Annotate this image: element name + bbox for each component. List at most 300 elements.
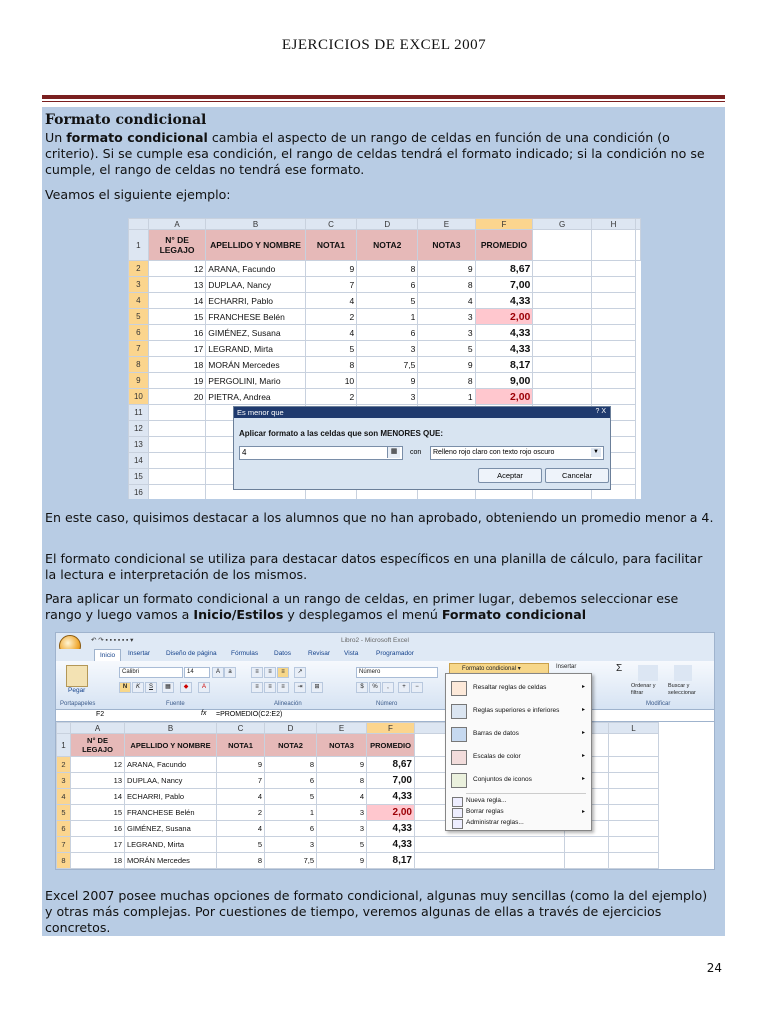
cell[interactable] xyxy=(609,853,659,869)
nota1-cell[interactable]: 4 xyxy=(217,821,265,837)
nota3-cell[interactable]: 1 xyxy=(418,389,475,405)
promedio-cell[interactable]: 7,00 xyxy=(367,773,415,789)
nota1-cell[interactable]: 7 xyxy=(305,277,356,293)
menu-item[interactable] xyxy=(446,747,591,767)
name-cell[interactable]: GIMÉNEZ, Susana xyxy=(206,325,305,341)
name-cell[interactable]: LEGRAND, Mirta xyxy=(125,837,217,853)
sort-filter-label[interactable]: Ordenar y filtrar xyxy=(631,683,656,696)
fx-icon[interactable]: fx xyxy=(201,710,207,717)
nota2-cell[interactable]: 6 xyxy=(265,821,317,837)
font-name-select[interactable] xyxy=(119,667,183,678)
column-header-b[interactable]: B xyxy=(206,219,305,230)
clear-rules-icon xyxy=(452,808,463,818)
column-header-d[interactable]: D xyxy=(265,723,317,734)
promedio-cell[interactable]: 8,17 xyxy=(367,853,415,869)
nota3-cell[interactable]: 9 xyxy=(317,757,367,773)
align-middle-button[interactable]: ≡ xyxy=(264,667,276,678)
instr-bold-menu: Formato condicional xyxy=(441,607,587,622)
nota2-cell[interactable] xyxy=(265,869,317,871)
group-font: Fuente xyxy=(166,701,185,707)
group-clipboard: Portapapeles xyxy=(60,701,96,707)
nota2-cell[interactable]: 5 xyxy=(357,293,418,309)
row-header[interactable]: 4 xyxy=(57,789,71,805)
table-row xyxy=(129,309,641,325)
row-header[interactable]: 2 xyxy=(57,757,71,773)
intro-text-post: cambia el aspecto de un rango de celdas en función de una condición (o criterio). Si se cumple esa condición, el rango de celdas tendrá el formato indicado; si la condición no se cumple, el rango de celdas no tendrá ese formato. xyxy=(45,130,705,177)
cell[interactable] xyxy=(415,869,565,871)
cell[interactable] xyxy=(636,230,641,261)
cell[interactable] xyxy=(609,757,659,773)
table-row xyxy=(129,357,641,373)
cell[interactable] xyxy=(533,261,592,277)
nota3-cell[interactable]: 3 xyxy=(418,309,475,325)
nota3-cell[interactable]: 3 xyxy=(317,805,367,821)
cell[interactable] xyxy=(415,853,565,869)
legajo-cell[interactable]: 17 xyxy=(71,837,125,853)
header-cell-apellido[interactable]: APELLIDO Y NOMBRE xyxy=(125,734,217,757)
menu-divider xyxy=(466,793,586,794)
nota3-cell[interactable]: 3 xyxy=(418,325,475,341)
header-cell-nota1[interactable]: NOTA1 xyxy=(217,734,265,757)
align-right-button[interactable]: ≡ xyxy=(277,682,289,693)
nota2-cell[interactable]: 5 xyxy=(265,789,317,805)
nota2-cell[interactable]: 3 xyxy=(357,389,418,405)
column-header-e[interactable]: E xyxy=(418,219,475,230)
legajo-cell[interactable] xyxy=(71,869,125,871)
chevron-right-icon: ▸ xyxy=(581,753,585,759)
menu-item[interactable] xyxy=(446,724,591,744)
cell[interactable] xyxy=(415,837,565,853)
number-format-value: Número xyxy=(359,669,381,675)
menu-item[interactable] xyxy=(446,770,591,790)
cell[interactable] xyxy=(565,837,609,853)
nota3-cell[interactable]: 5 xyxy=(418,341,475,357)
currency-button[interactable]: $ xyxy=(356,682,368,693)
select-all-corner[interactable] xyxy=(129,219,149,230)
row-header[interactable]: 5 xyxy=(129,309,149,325)
cell[interactable] xyxy=(533,309,592,325)
cell[interactable] xyxy=(609,789,659,805)
intro-text-pre: Un xyxy=(45,130,67,145)
cancel-button[interactable]: Cancelar xyxy=(545,468,609,483)
promedio-cell[interactable]: 8,67 xyxy=(475,261,533,277)
nota3-cell[interactable]: 4 xyxy=(317,789,367,805)
nota1-cell[interactable]: 9 xyxy=(217,757,265,773)
promedio-cell[interactable] xyxy=(367,869,415,871)
intro-paragraph xyxy=(45,130,715,178)
legajo-cell[interactable]: 14 xyxy=(71,789,125,805)
column-header-a[interactable]: A xyxy=(148,219,205,230)
header-cell-promedio[interactable]: PROMEDIO xyxy=(475,230,533,261)
threshold-input[interactable]: 4 xyxy=(239,446,403,460)
cell[interactable] xyxy=(609,821,659,837)
merge-button[interactable]: ⊞ xyxy=(311,682,323,693)
header-cell-nota3[interactable]: NOTA3 xyxy=(317,734,367,757)
table-row xyxy=(129,277,641,293)
column-header-a[interactable]: A xyxy=(71,723,125,734)
legajo-cell[interactable]: 13 xyxy=(71,773,125,789)
nota3-cell[interactable]: 8 xyxy=(418,277,475,293)
find-select-label[interactable]: Buscar y seleccionar xyxy=(668,683,696,696)
tab-item[interactable]: Revisar xyxy=(308,650,331,657)
cell[interactable] xyxy=(609,869,659,871)
legajo-cell[interactable]: 19 xyxy=(148,373,205,389)
cell[interactable] xyxy=(533,389,592,405)
cell[interactable] xyxy=(533,373,592,389)
name-cell[interactable]: PERGOLINI, Mario xyxy=(206,373,305,389)
instr-bold-path: Inicio/Estilos xyxy=(193,607,284,622)
name-cell[interactable]: FRANCHESE Belén xyxy=(125,805,217,821)
cell[interactable] xyxy=(591,341,635,357)
name-cell[interactable]: MORÁN Mercedes xyxy=(125,853,217,869)
column-header-c[interactable]: C xyxy=(305,219,356,230)
name-cell[interactable]: DUPLAA, Nancy xyxy=(125,773,217,789)
promedio-cell[interactable]: 2,00 xyxy=(475,389,533,405)
legajo-cell[interactable]: 12 xyxy=(71,757,125,773)
shrink-font-button[interactable]: a xyxy=(224,667,236,678)
menu-item-label: Barras de datos xyxy=(473,730,519,737)
cell[interactable] xyxy=(533,325,592,341)
quick-access-toolbar[interactable]: ↶ ↷ ▪ ▪ ▪ ▪ ▪ ▪ ▾ xyxy=(91,637,134,644)
column-header-g[interactable]: G xyxy=(533,219,592,230)
nota2-cell[interactable]: 7,5 xyxy=(265,853,317,869)
grow-font-button[interactable]: A xyxy=(212,667,224,678)
cell[interactable] xyxy=(591,261,635,277)
promedio-cell[interactable]: 9,00 xyxy=(475,373,533,389)
cell[interactable] xyxy=(148,421,205,437)
nota1-cell[interactable]: 4 xyxy=(217,789,265,805)
tab-item[interactable]: Vista xyxy=(344,650,359,657)
row-header[interactable] xyxy=(57,869,71,871)
cell[interactable] xyxy=(609,837,659,853)
fill-color-button[interactable]: ◆ xyxy=(180,682,192,693)
name-cell[interactable]: ECHARRI, Pablo xyxy=(125,789,217,805)
cell[interactable] xyxy=(148,437,205,453)
cell[interactable] xyxy=(533,230,592,261)
nota1-cell[interactable]: 2 xyxy=(217,805,265,821)
orientation-button[interactable]: ↗ xyxy=(294,667,306,678)
nota1-cell[interactable]: 8 xyxy=(217,853,265,869)
column-header-l[interactable]: L xyxy=(609,723,659,734)
cell[interactable] xyxy=(148,453,205,469)
name-cell[interactable]: LEGRAND, Mirta xyxy=(206,341,305,357)
menu-item-small[interactable] xyxy=(446,796,591,807)
header-cell-nota2[interactable]: NOTA2 xyxy=(265,734,317,757)
name-cell[interactable]: PIETRA, Andrea xyxy=(206,389,305,405)
icon-sets-icon xyxy=(451,773,467,788)
nota3-cell[interactable]: 4 xyxy=(418,293,475,309)
legajo-cell[interactable]: 20 xyxy=(148,389,205,405)
row-header[interactable]: 14 xyxy=(129,453,149,469)
cell[interactable] xyxy=(148,405,205,421)
row-header[interactable]: 15 xyxy=(129,469,149,485)
cell[interactable] xyxy=(591,277,635,293)
promedio-cell[interactable]: 2,00 xyxy=(367,805,415,821)
table-row xyxy=(129,261,641,277)
cell[interactable] xyxy=(591,309,635,325)
decrease-decimal-button[interactable]: − xyxy=(411,682,423,693)
row-header[interactable]: 8 xyxy=(129,357,149,373)
insert-cells-button[interactable]: Insertar xyxy=(556,664,577,670)
font-name-value: Calibri xyxy=(122,669,140,675)
row-header[interactable]: 10 xyxy=(129,389,149,405)
number-format-select[interactable] xyxy=(356,667,438,678)
row-header[interactable]: 3 xyxy=(129,277,149,293)
menu-item-label: Borrar reglas xyxy=(466,808,504,815)
nota1-cell[interactable]: 4 xyxy=(305,325,356,341)
align-center-button[interactable]: ≡ xyxy=(264,682,276,693)
nota1-cell[interactable]: 5 xyxy=(305,341,356,357)
cell[interactable] xyxy=(533,341,592,357)
conditional-format-button[interactable]: Formato condicional ▾ xyxy=(449,663,549,675)
highlight-rules-icon xyxy=(451,681,467,696)
bold-button[interactable]: N xyxy=(119,682,131,693)
name-cell[interactable]: DUPLAA, Nancy xyxy=(206,277,305,293)
column-header-b[interactable]: B xyxy=(125,723,217,734)
chevron-down-icon[interactable]: ▼ xyxy=(591,448,601,457)
cell[interactable] xyxy=(591,230,635,261)
sort-filter-icon[interactable] xyxy=(638,665,658,681)
conditional-format-menu xyxy=(445,673,592,831)
accept-button[interactable]: Aceptar xyxy=(478,468,542,483)
nota3-cell[interactable]: 8 xyxy=(418,373,475,389)
name-cell[interactable] xyxy=(125,869,217,871)
cell[interactable] xyxy=(591,357,635,373)
nota2-cell[interactable]: 3 xyxy=(265,837,317,853)
row-header[interactable]: 1 xyxy=(129,230,149,261)
align-top-button[interactable]: ≡ xyxy=(251,667,263,678)
header-cell-apellido[interactable]: APELLIDO Y NOMBRE xyxy=(206,230,305,261)
font-color-button[interactable]: A xyxy=(198,682,210,693)
menu-item[interactable] xyxy=(446,678,591,698)
column-header-f[interactable]: F xyxy=(475,219,533,230)
tab-item[interactable]: Datos xyxy=(274,650,291,657)
nota2-cell[interactable]: 1 xyxy=(265,805,317,821)
ribbon xyxy=(56,661,714,710)
row-header[interactable]: 6 xyxy=(129,325,149,341)
nota2-cell[interactable]: 9 xyxy=(357,373,418,389)
nota2-cell[interactable]: 3 xyxy=(357,341,418,357)
menu-item[interactable] xyxy=(446,701,591,721)
nota3-cell[interactable]: 9 xyxy=(317,853,367,869)
cell[interactable] xyxy=(533,277,592,293)
legajo-cell[interactable]: 16 xyxy=(71,821,125,837)
section-title: Formato condicional xyxy=(45,112,207,128)
table-row xyxy=(129,389,641,405)
column-header-e[interactable]: E xyxy=(317,723,367,734)
row-header[interactable]: 9 xyxy=(129,373,149,389)
promedio-cell[interactable]: 4,33 xyxy=(475,293,533,309)
column-header-f[interactable]: F xyxy=(367,723,415,734)
row-header[interactable]: 5 xyxy=(57,805,71,821)
legajo-cell[interactable]: 15 xyxy=(71,805,125,821)
row-header[interactable]: 2 xyxy=(129,261,149,277)
nota1-cell[interactable]: 4 xyxy=(305,293,356,309)
nota1-cell[interactable]: 10 xyxy=(305,373,356,389)
paste-label[interactable]: Pegar xyxy=(68,687,86,694)
nota1-cell[interactable]: 2 xyxy=(305,389,356,405)
promedio-cell[interactable]: 4,33 xyxy=(475,325,533,341)
row-header[interactable]: 16 xyxy=(129,485,149,500)
nota3-cell[interactable]: 8 xyxy=(317,773,367,789)
row-header[interactable]: 1 xyxy=(57,734,71,757)
new-rule-icon xyxy=(452,797,463,807)
tab-item[interactable]: Diseño de página xyxy=(166,650,217,657)
name-cell[interactable]: ECHARRI, Pablo xyxy=(206,293,305,309)
select-all-corner[interactable] xyxy=(57,723,71,734)
row-header[interactable]: 3 xyxy=(57,773,71,789)
cell[interactable] xyxy=(148,469,205,485)
nota1-cell[interactable]: 9 xyxy=(305,261,356,277)
align-bottom-button[interactable]: ≡ xyxy=(277,667,289,678)
nota3-cell[interactable] xyxy=(317,869,367,871)
header-cell-promedio[interactable]: PROMEDIO xyxy=(367,734,415,757)
name-cell[interactable]: GIMÉNEZ, Susana xyxy=(125,821,217,837)
dialog-label: Aplicar formato a las celdas que son MENORES QUE: xyxy=(239,429,444,438)
promedio-cell[interactable]: 4,33 xyxy=(367,837,415,853)
header-cell-nota1[interactable]: NOTA1 xyxy=(305,230,356,261)
window-title: Libro2 - Microsoft Excel xyxy=(341,637,409,644)
legajo-cell[interactable]: 15 xyxy=(148,309,205,325)
find-select-icon[interactable] xyxy=(674,665,692,681)
align-left-button[interactable]: ≡ xyxy=(251,682,263,693)
header-cell-nota2[interactable]: NOTA2 xyxy=(357,230,418,261)
menu-item-label: Resaltar reglas de celdas xyxy=(473,684,547,691)
nota2-cell[interactable]: 6 xyxy=(357,325,418,341)
tab-inicio[interactable]: Inicio xyxy=(94,649,121,661)
con-label: con xyxy=(410,449,422,456)
name-cell[interactable]: ARANA, Facundo xyxy=(125,757,217,773)
cell[interactable] xyxy=(533,293,592,309)
nota3-cell[interactable]: 9 xyxy=(418,357,475,373)
promedio-cell[interactable]: 4,33 xyxy=(475,341,533,357)
cell[interactable] xyxy=(609,734,659,757)
header-cell-legajo[interactable]: N° DE LEGAJO xyxy=(148,230,205,261)
paragraph-explanation: En este caso, quisimos destacar a los alumnos que no han aprobado, obteniendo un promedio menor a 4. xyxy=(45,510,714,525)
chevron-right-icon: ▸ xyxy=(581,809,585,815)
font-size-select[interactable] xyxy=(184,667,210,678)
table-row xyxy=(57,853,659,869)
cell[interactable] xyxy=(591,293,635,309)
cell[interactable] xyxy=(591,373,635,389)
row-header[interactable]: 6 xyxy=(57,821,71,837)
name-cell[interactable]: ARANA, Facundo xyxy=(206,261,305,277)
nota2-cell[interactable]: 1 xyxy=(357,309,418,325)
nota3-cell[interactable]: 9 xyxy=(418,261,475,277)
column-header-c[interactable]: C xyxy=(217,723,265,734)
promedio-cell[interactable]: 4,33 xyxy=(367,821,415,837)
dialog-help-close[interactable] xyxy=(595,408,606,415)
promedio-cell[interactable]: 2,00 xyxy=(475,309,533,325)
nota2-cell[interactable]: 6 xyxy=(265,773,317,789)
borders-button[interactable]: ▦ xyxy=(162,682,174,693)
underline-button[interactable]: S xyxy=(145,682,157,693)
name-box[interactable]: F2 xyxy=(96,711,105,718)
nota2-cell[interactable]: 8 xyxy=(265,757,317,773)
nota2-cell[interactable]: 8 xyxy=(357,261,418,277)
promedio-cell[interactable]: 7,00 xyxy=(475,277,533,293)
increase-decimal-button[interactable]: + xyxy=(398,682,410,693)
range-picker-icon[interactable]: ▦ xyxy=(387,447,400,458)
tab-item[interactable]: Fórmulas xyxy=(231,650,259,657)
nota3-cell[interactable]: 5 xyxy=(317,837,367,853)
row-header[interactable]: 7 xyxy=(57,837,71,853)
nota1-cell[interactable] xyxy=(217,869,265,871)
nota1-cell[interactable]: 7 xyxy=(217,773,265,789)
nota2-cell[interactable]: 6 xyxy=(357,277,418,293)
legajo-cell[interactable]: 12 xyxy=(148,261,205,277)
percent-button[interactable]: % xyxy=(369,682,381,693)
legajo-cell[interactable]: 13 xyxy=(148,277,205,293)
close-icon[interactable]: X xyxy=(601,408,606,415)
format-select[interactable] xyxy=(430,446,604,460)
cell[interactable] xyxy=(148,485,205,500)
row-header[interactable]: 4 xyxy=(129,293,149,309)
nota1-cell[interactable]: 5 xyxy=(217,837,265,853)
column-header-h[interactable]: H xyxy=(591,219,635,230)
legajo-cell[interactable]: 17 xyxy=(148,341,205,357)
cell[interactable] xyxy=(609,773,659,789)
legajo-cell[interactable]: 18 xyxy=(71,853,125,869)
header-cell-nota3[interactable]: NOTA3 xyxy=(418,230,475,261)
row-header[interactable]: 12 xyxy=(129,421,149,437)
nota2-cell[interactable]: 7,5 xyxy=(357,357,418,373)
legajo-cell[interactable]: 16 xyxy=(148,325,205,341)
header-cell-legajo[interactable]: N° DE LEGAJO xyxy=(71,734,125,757)
promedio-cell[interactable]: 8,17 xyxy=(475,357,533,373)
row-header[interactable]: 11 xyxy=(129,405,149,421)
thousands-button[interactable]: , xyxy=(382,682,394,693)
cell[interactable] xyxy=(565,869,609,871)
paste-icon[interactable] xyxy=(66,665,88,687)
chevron-right-icon: ▸ xyxy=(581,776,585,782)
legajo-cell[interactable]: 18 xyxy=(148,357,205,373)
nota1-cell[interactable]: 8 xyxy=(305,357,356,373)
promedio-cell[interactable]: 8,67 xyxy=(367,757,415,773)
menu-item-small[interactable] xyxy=(446,818,591,829)
name-cell[interactable]: MORÁN Mercedes xyxy=(206,357,305,373)
table-row xyxy=(129,341,641,357)
promedio-cell[interactable]: 4,33 xyxy=(367,789,415,805)
help-icon[interactable]: ? xyxy=(595,408,600,415)
menu-item-small[interactable] xyxy=(446,807,591,818)
row-header[interactable]: 7 xyxy=(129,341,149,357)
indent-button[interactable]: ⇥ xyxy=(294,682,306,693)
nota1-cell[interactable]: 2 xyxy=(305,309,356,325)
cell[interactable] xyxy=(591,325,635,341)
italic-button[interactable]: K xyxy=(132,682,144,693)
table-row xyxy=(129,293,641,309)
header-row xyxy=(129,230,641,261)
nota3-cell[interactable]: 3 xyxy=(317,821,367,837)
tab-item[interactable]: Programador xyxy=(376,650,414,657)
row-header[interactable]: 8 xyxy=(57,853,71,869)
cell[interactable] xyxy=(565,853,609,869)
row-header[interactable]: 13 xyxy=(129,437,149,453)
legajo-cell[interactable]: 14 xyxy=(148,293,205,309)
header-rule xyxy=(42,95,725,99)
cell[interactable] xyxy=(609,805,659,821)
tab-item[interactable]: Insertar xyxy=(128,650,151,657)
sum-icon[interactable]: Σ xyxy=(616,663,623,674)
cell[interactable] xyxy=(533,357,592,373)
cell[interactable] xyxy=(591,389,635,405)
formula-input[interactable]: =PROMEDIO(C2:E2) xyxy=(216,711,283,718)
paragraph-purpose: El formato condicional se utiliza para destacar datos específicos en una planilla de cálculo, para facilitar la lectura e interpretación de los mismos. xyxy=(45,551,703,582)
excel-ribbon-screenshot xyxy=(55,632,715,870)
column-header-d[interactable]: D xyxy=(357,219,418,230)
name-cell[interactable]: FRANCHESE Belén xyxy=(206,309,305,325)
